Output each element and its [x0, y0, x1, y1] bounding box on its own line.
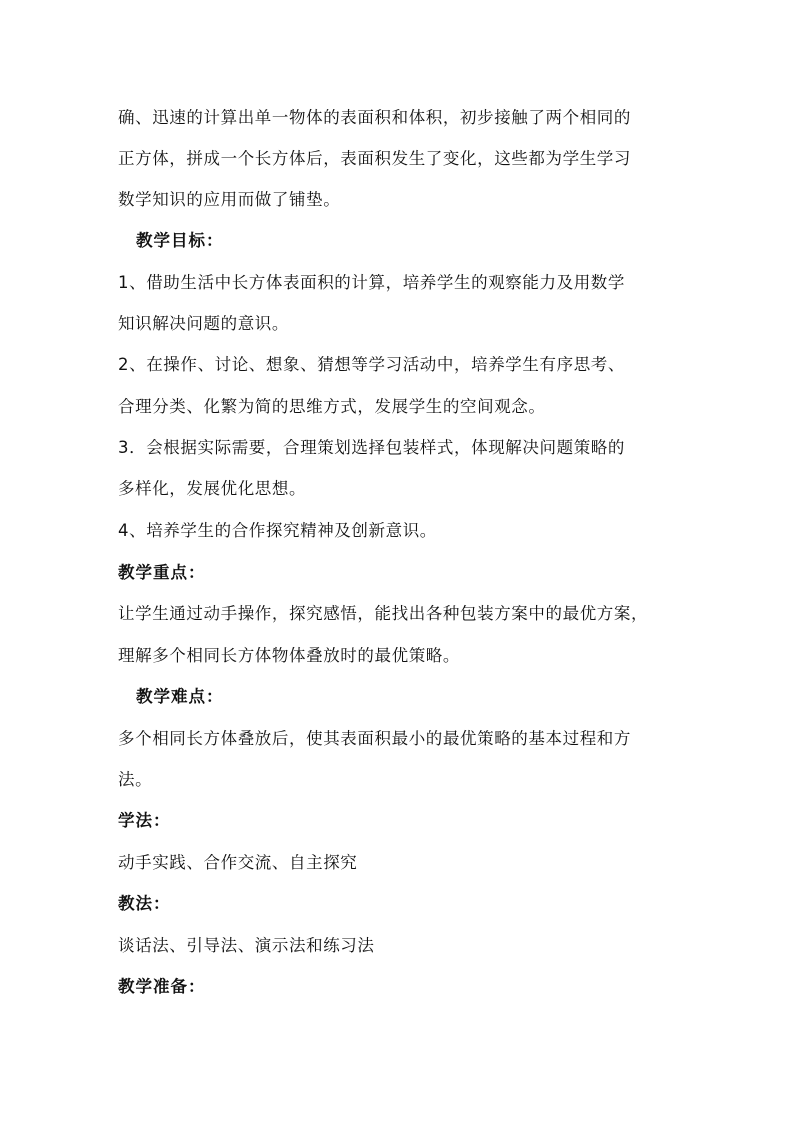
key-points-heading: 教学重点：	[118, 563, 206, 582]
teaching-method-text: 谈话法、引导法、演示法和练习法	[118, 936, 375, 955]
preparation-heading: 教学准备：	[118, 977, 206, 996]
objective-line-4: 合理分类、化繁为简的思维方式，发展学生的空间观念。	[118, 397, 546, 416]
intro-line-3: 数学知识的应用而做了铺垫。	[118, 190, 341, 209]
key-points-line-1: 让学生通过动手操作，探究感悟，能找出各种包装方案中的最优方案，	[118, 604, 649, 623]
objective-line-7: 4、培养学生的合作探究精神及创新意识。	[118, 521, 437, 540]
study-method-text: 动手实践、合作交流、自主探究	[118, 853, 358, 872]
objectives-heading: 教学目标：	[136, 231, 224, 250]
key-points-line-2: 理解多个相同长方体物体叠放时的最优策略。	[118, 646, 460, 665]
intro-line-1: 确、迅速的计算出单一物体的表面积和体积，初步接触了两个相同的	[118, 108, 631, 127]
objective-line-3: 2、在操作、讨论、想象、猜想等学习活动中，培养学生有序思考、	[118, 355, 625, 374]
intro-line-2: 正方体，拼成一个长方体后，表面积发生了变化，这些都为学生学习	[118, 149, 631, 168]
difficulties-heading: 教学难点：	[136, 687, 224, 706]
difficulties-line-2: 法。	[118, 770, 153, 789]
study-method-heading: 学法：	[118, 811, 171, 830]
objective-line-2: 知识解决问题的意识。	[118, 314, 289, 333]
objective-line-1: 1、借助生活中长方体表面积的计算，培养学生的观察能力及用数学	[118, 273, 625, 292]
difficulties-line-1: 多个相同长方体叠放后，使其表面积最小的最优策略的基本过程和方	[118, 729, 631, 748]
teaching-method-heading: 教法：	[118, 894, 171, 913]
objective-line-5: 3．会根据实际需要，合理策划选择包装样式，体现解决问题策略的	[118, 438, 625, 457]
objective-line-6: 多样化，发展优化思想。	[118, 479, 307, 498]
